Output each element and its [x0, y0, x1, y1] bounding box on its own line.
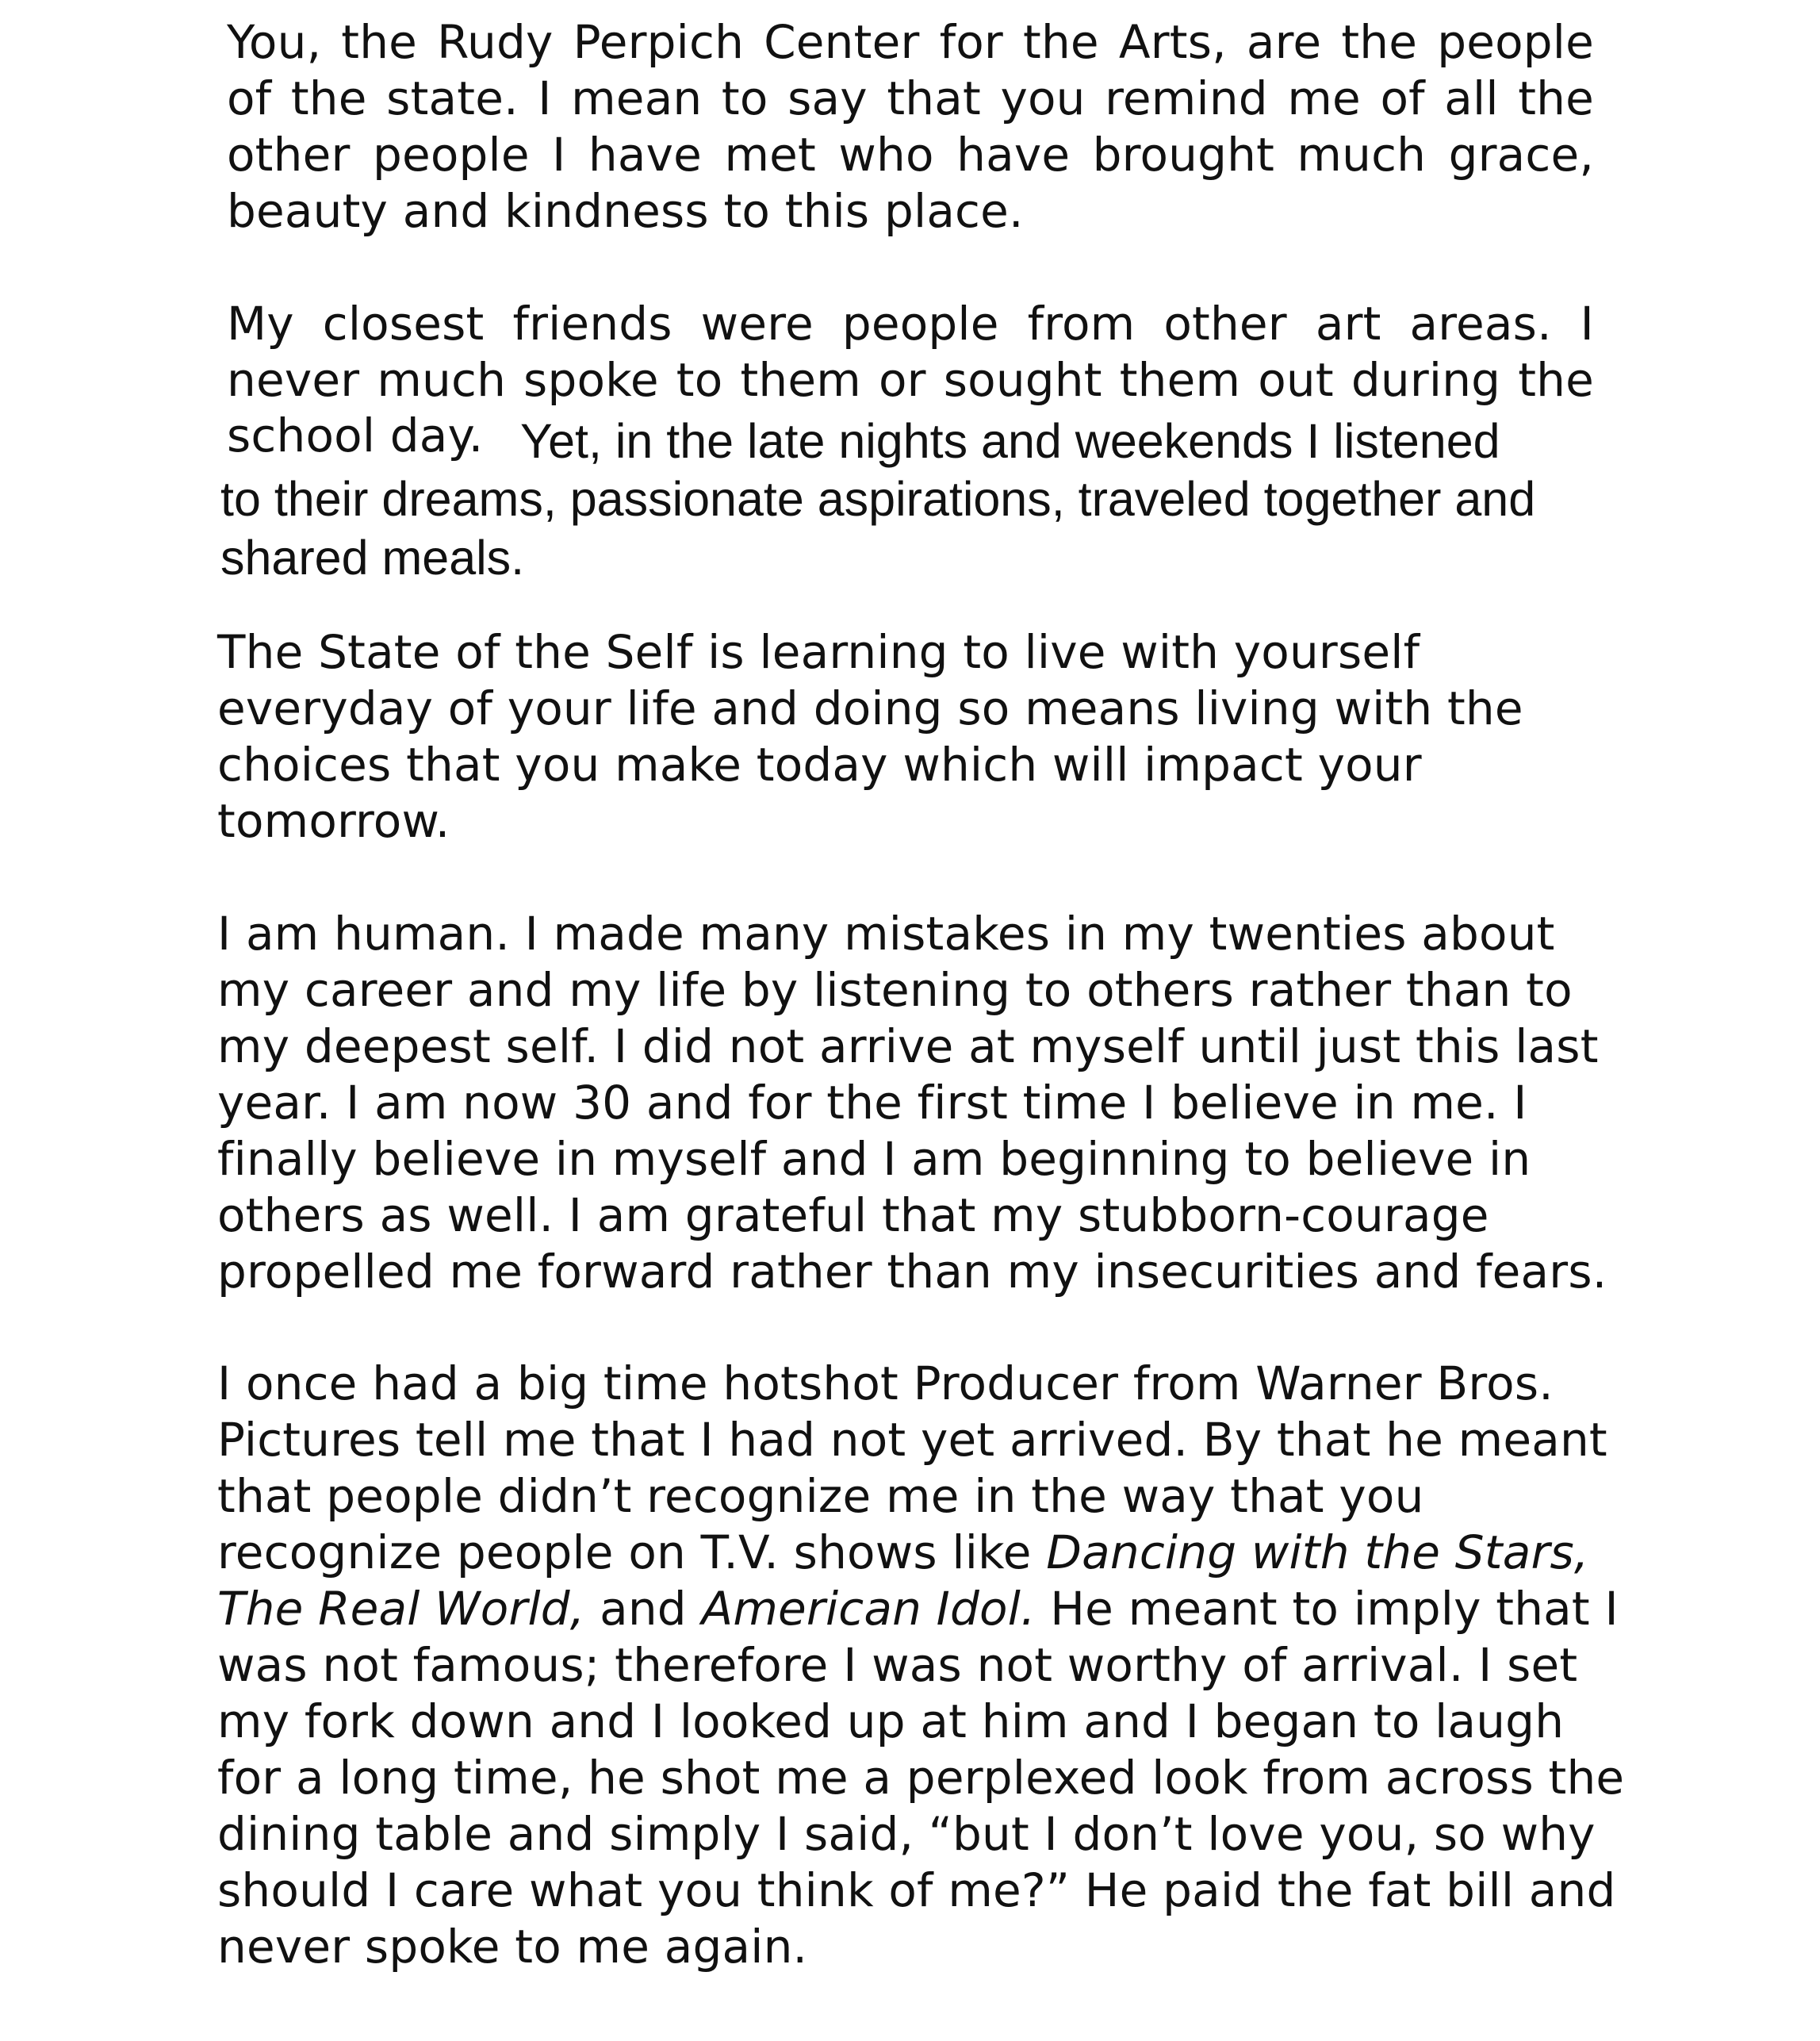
show-title-italic: Dancing with the Stars,: [1046, 1525, 1589, 1579]
text-line: The State of the Self is learning to live with yourself: [217, 625, 1420, 679]
text-line: my fork down and I looked up at him and I began to laugh: [217, 1694, 1565, 1748]
text-line: I once had a big time hotshot Producer from Warner Bros.: [217, 1356, 1554, 1410]
text-run: and: [584, 1582, 702, 1636]
text-line: Yet, in the late nights and weekends I listened: [520, 414, 1500, 468]
text-line: should I care what you think of me?” He paid the fat bill and: [217, 1863, 1616, 1917]
text-line: choices that you make today which will impact your: [217, 738, 1422, 792]
text-line: never much spoke to them or sought them out during the: [227, 353, 1594, 407]
text-run: recognize people on T.V. shows like: [217, 1525, 1047, 1579]
text-line: propelled me forward rather than my insecurities and fears.: [217, 1245, 1607, 1299]
text-line: other people I have met who have brought much grace,: [227, 128, 1594, 182]
text-line: others as well. I am grateful that my stubborn-courage: [217, 1188, 1489, 1242]
text-line: was not famous; therefore I was not worthy of arrival. I set: [217, 1638, 1578, 1692]
text-line: shared meals.: [220, 531, 525, 585]
text-line: [217, 1581, 1619, 1637]
text-line: to their dreams, passionate aspirations, traveled together and: [220, 472, 1536, 526]
show-title-italic: American Idol.: [701, 1582, 1036, 1636]
text-run: He meant to imply that I: [1035, 1582, 1619, 1636]
text-line: never spoke to me again.: [217, 1920, 808, 1974]
text-line: beauty and kindness to this place.: [227, 184, 1024, 238]
text-line: My closest friends were people from other art areas. I: [227, 297, 1594, 351]
text-line: school day.: [227, 409, 484, 462]
text-line: my career and my life by listening to others rather than to: [217, 963, 1573, 1017]
text-line: tomorrow.: [217, 794, 450, 848]
text-line: that people didn’t recognize me in the way that you: [217, 1469, 1424, 1523]
text-line: for a long time, he shot me a perplexed look from across the: [217, 1751, 1625, 1805]
text-line: finally believe in myself and I am beginning to believe in: [217, 1132, 1531, 1186]
text-line: of the state. I mean to say that you remind me of all the: [227, 71, 1594, 125]
show-title-italic: The Real World,: [217, 1582, 585, 1636]
text-line: Pictures tell me that I had not yet arrived. By that he meant: [217, 1413, 1607, 1467]
text-line: my deepest self. I did not arrive at myself until just this last: [217, 1019, 1599, 1073]
text-line: everyday of your life and doing so means living with the: [217, 681, 1523, 735]
text-line: I am human. I made many mistakes in my twenties about: [217, 907, 1555, 961]
text-line: year. I am now 30 and for the first time I believe in me. I: [217, 1076, 1527, 1130]
text-line: [217, 1525, 1589, 1581]
text-line: dining table and simply I said, “but I don’t love you, so why: [217, 1807, 1596, 1861]
text-line: You, the Rudy Perpich Center for the Arts, are the people: [227, 15, 1594, 69]
